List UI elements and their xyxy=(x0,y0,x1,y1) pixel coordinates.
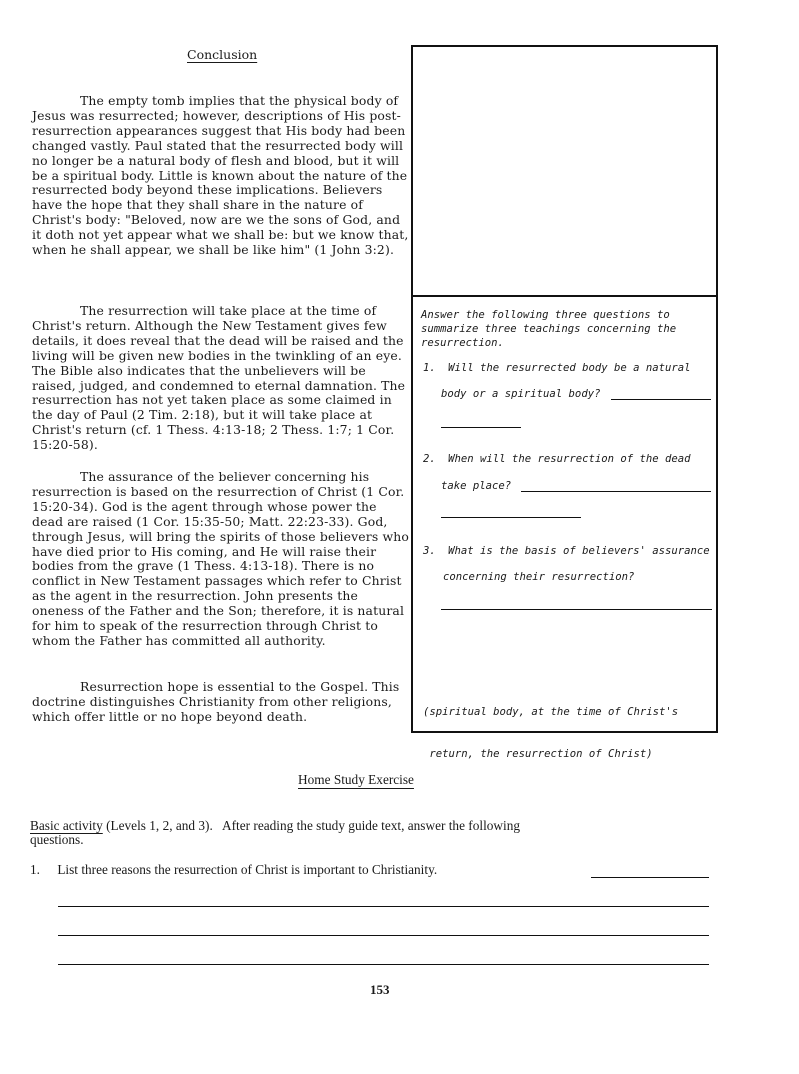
question-number: 1. xyxy=(423,362,436,374)
sidebar-question-2 xyxy=(423,453,691,465)
sidebar-image-area xyxy=(415,50,713,293)
sidebar-question-3-line2: concerning their resurrection? xyxy=(443,571,635,583)
basic-activity-label: Basic activity xyxy=(30,818,103,833)
answer-line-2[interactable] xyxy=(58,935,709,936)
question-text: Will the resurrected body be a natural xyxy=(448,362,691,374)
answers-line: return, the resurrection of Christ) xyxy=(423,748,653,760)
answer-blank[interactable] xyxy=(441,517,581,518)
answer-blank[interactable] xyxy=(611,399,711,400)
activity-text-continued: questions. xyxy=(30,832,84,847)
intro-line: Answer the following three questions to xyxy=(421,309,670,321)
conclusion-paragraph-3 xyxy=(32,470,410,649)
question-number: 1. xyxy=(30,862,40,877)
activity-text: (Levels 1, 2, and 3). After reading the study guide text, answer the following xyxy=(102,818,521,833)
conclusion-heading: Conclusion xyxy=(187,47,258,62)
basic-activity-instructions xyxy=(30,818,520,834)
answer-blank[interactable] xyxy=(441,609,712,610)
question-text: List three reasons the resurrection of Christ is important to Christianity. xyxy=(57,862,438,877)
paragraph-text: Resurrection hope is essential to the Gospel. This doctrine distinguishes Christianity from other religions, which offer little or no hope beyond death. xyxy=(32,679,400,724)
answer-line-1[interactable] xyxy=(58,906,709,907)
sidebar-divider xyxy=(411,295,717,297)
question-text: What is the basis of believers' assurance xyxy=(448,545,710,557)
home-study-question-1 xyxy=(30,862,437,878)
question-text: When will the resurrection of the dead xyxy=(448,453,691,465)
paragraph-text: The resurrection will take place at the time of Christ's return. Although the New Testament gives few details, it does reveal that the dead will be raised and the living will be given new bodies in the twinkling of an eye. The Bible also indicates that the unbelievers will be raised, judged, and condemned to eternal damnation. The resurrection has not yet taken place as some claimed in the day of Paul (2 Tim. 2:18), but it will take place at Christ's return (cf. 1 Thess. 4:13-18; 2 Thess. 1:7; 1 Cor. 15:20-58). xyxy=(32,303,406,453)
sidebar-question-1 xyxy=(423,362,691,374)
answers-line: (spiritual body, at the time of Christ's xyxy=(423,706,679,718)
answer-blank[interactable] xyxy=(591,877,709,878)
paragraph-text: The assurance of the believer concerning his resurrection is based on the resurrection of Christ (1 Cor. 15:20-34). God is the agent through whose power the dead are raised (1 Cor. 15:35-50; Matt. 22:23-33). God, through Jesus, will bring the spirits of those believers who have died prior to His coming, and He will raise their bodies from the grave (1 Thess. 4:13-18). There is no conflict in New Testament passages which refer to Christ as the agent in the resurrection. John presents the oneness of the Father and the Son; therefore, it is natural for him to speak of the resurrection through Christ to whom the Father has committed all authority. xyxy=(32,469,409,648)
question-number: 3. xyxy=(423,545,436,557)
question-number: 2. xyxy=(423,453,436,465)
page-number: 153 xyxy=(370,982,390,997)
conclusion-paragraph-4 xyxy=(32,680,410,725)
paragraph-text: The empty tomb implies that the physical body of Jesus was resurrected; however, descriptions of His post-resurrection appearances suggest that His body had been changed vastly. Paul stated that the resurrected body will no longer be a natural body of flesh and blood, but it will be a spiritual body. Little is known about the nature of the resurrected body beyond these implications. Believers have the hope that they shall share in the nature of Christ's body: "Beloved, now are we the sons of God, and it doth not yet appear what we shall be: but we know that, when he shall appear, we shall be like him" (1 John 3:2). xyxy=(32,93,409,258)
sidebar-question-2-line2: take place? xyxy=(441,480,512,492)
answer-line-3[interactable] xyxy=(58,964,709,965)
sidebar-question-3 xyxy=(423,545,710,557)
sidebar-intro xyxy=(421,308,676,350)
conclusion-paragraph-1 xyxy=(32,94,410,258)
home-study-heading: Home Study Exercise xyxy=(298,772,414,787)
answer-blank[interactable] xyxy=(521,491,711,492)
sidebar-question-1-line2: body or a spiritual body? xyxy=(441,388,601,400)
intro-line: summarize three teachings concerning the xyxy=(421,323,677,335)
answer-blank[interactable] xyxy=(441,427,521,428)
intro-line: resurrection. xyxy=(421,337,504,349)
conclusion-paragraph-2 xyxy=(32,304,410,453)
sidebar-answers xyxy=(423,677,678,775)
